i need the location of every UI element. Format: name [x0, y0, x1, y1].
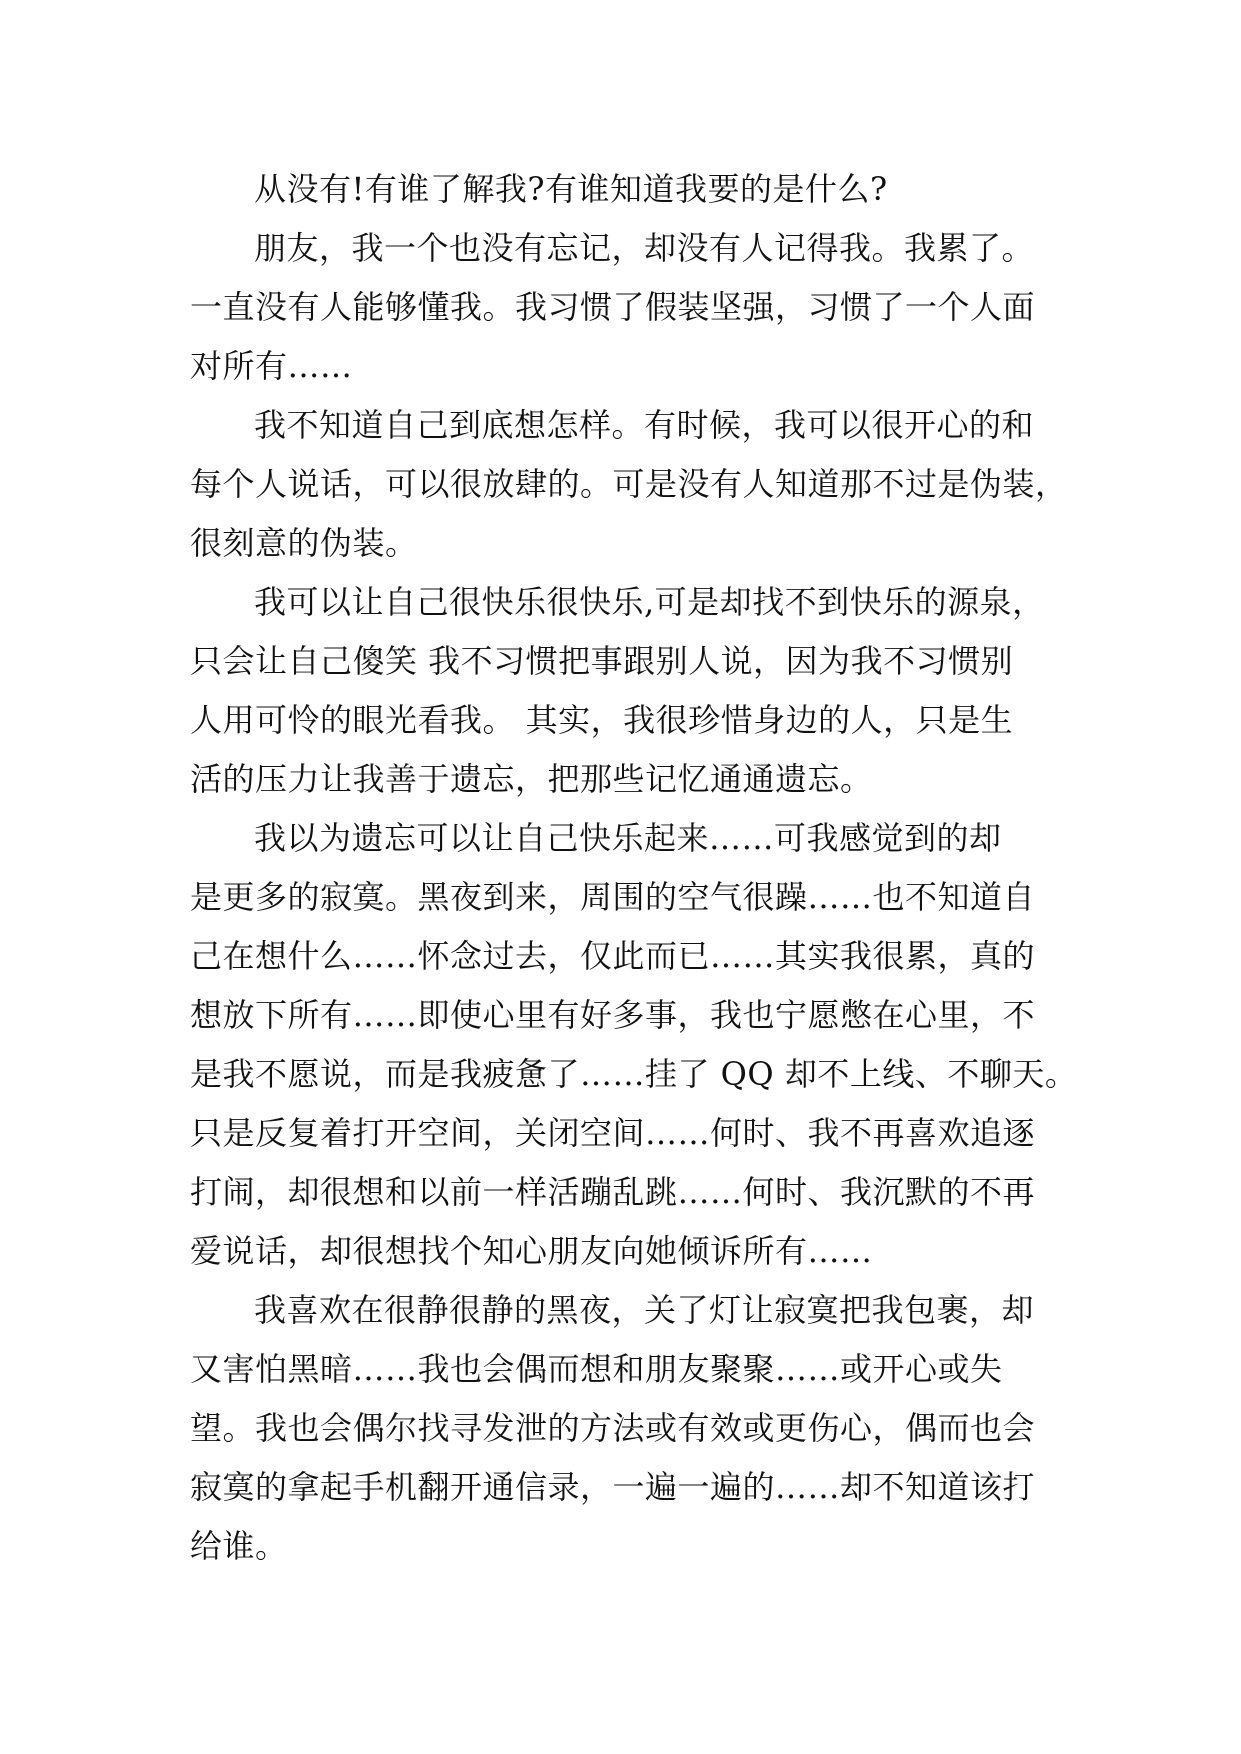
paragraph-line: 活的压力让我善于遗忘，把那些记忆通通遗忘。	[190, 760, 873, 798]
paragraph-line: 给谁。	[190, 1527, 288, 1565]
paragraph-line: 想放下所有……即使心里有好多事，我也宁愿憋在心里，不	[190, 996, 1036, 1034]
paragraph-line: 我喜欢在很静很静的黑夜，关了灯让寂寞把我包裹，却	[254, 1291, 1035, 1329]
paragraph-line: 我不知道自己到底想怎样。有时候，我可以很开心的和	[254, 406, 1035, 444]
paragraph-line: 一直没有人能够懂我。我习惯了假装坚强，习惯了一个人面	[190, 288, 1036, 326]
paragraph-line: 爱说话，却很想找个知心朋友向她倾诉所有……	[190, 1232, 873, 1270]
paragraph-line: 打闹，却很想和以前一样活蹦乱跳……何时、我沉默的不再	[190, 1173, 1036, 1211]
paragraph-line: 我可以让自己很快乐很快乐,可是却找不到快乐的源泉，	[254, 583, 1045, 621]
paragraph-line: 对所有……	[190, 347, 353, 385]
paragraph-line: 朋友，我一个也没有忘记，却没有人记得我。我累了。	[254, 229, 1035, 267]
paragraph-line: 寂寞的拿起手机翻开通信录，一遍一遍的……却不知道该打	[190, 1468, 1036, 1506]
document-body	[190, 160, 1078, 1576]
paragraph-line: 从没有!有谁了解我?有谁知道我要的是什么?	[254, 170, 888, 208]
paragraph-line: 己在想什么……怀念过去，仅此而已……其实我很累，真的	[190, 937, 1036, 975]
paragraph-line: 只会让自己傻笑 我不习惯把事跟别人说，因为我不习惯别	[190, 642, 1014, 680]
paragraph-line: 是我不愿说，而是我疲惫了……挂了 QQ 却不上线、不聊天。	[190, 1055, 1078, 1093]
paragraph-line: 人用可怜的眼光看我。 其实，我很珍惜身边的人，只是生	[190, 701, 1014, 739]
paragraph-line: 每个人说话，可以很放肆的。可是没有人知道那不过是伪装，	[190, 465, 1068, 503]
paragraph-line: 我以为遗忘可以让自己快乐起来……可我感觉到的却	[254, 819, 1002, 857]
paragraph-line: 又害怕黑暗……我也会偶而想和朋友聚聚……或开心或失	[190, 1350, 1003, 1388]
paragraph-line: 很刻意的伪装。	[190, 524, 418, 562]
paragraph-line: 只是反复着打开空间，关闭空间……何时、我不再喜欢追逐	[190, 1114, 1036, 1152]
paragraph-line: 是更多的寂寞。黑夜到来，周围的空气很躁……也不知道自	[190, 878, 1036, 916]
paragraph-line: 望。我也会偶尔找寻发泄的方法或有效或更伤心，偶而也会	[190, 1409, 1036, 1447]
